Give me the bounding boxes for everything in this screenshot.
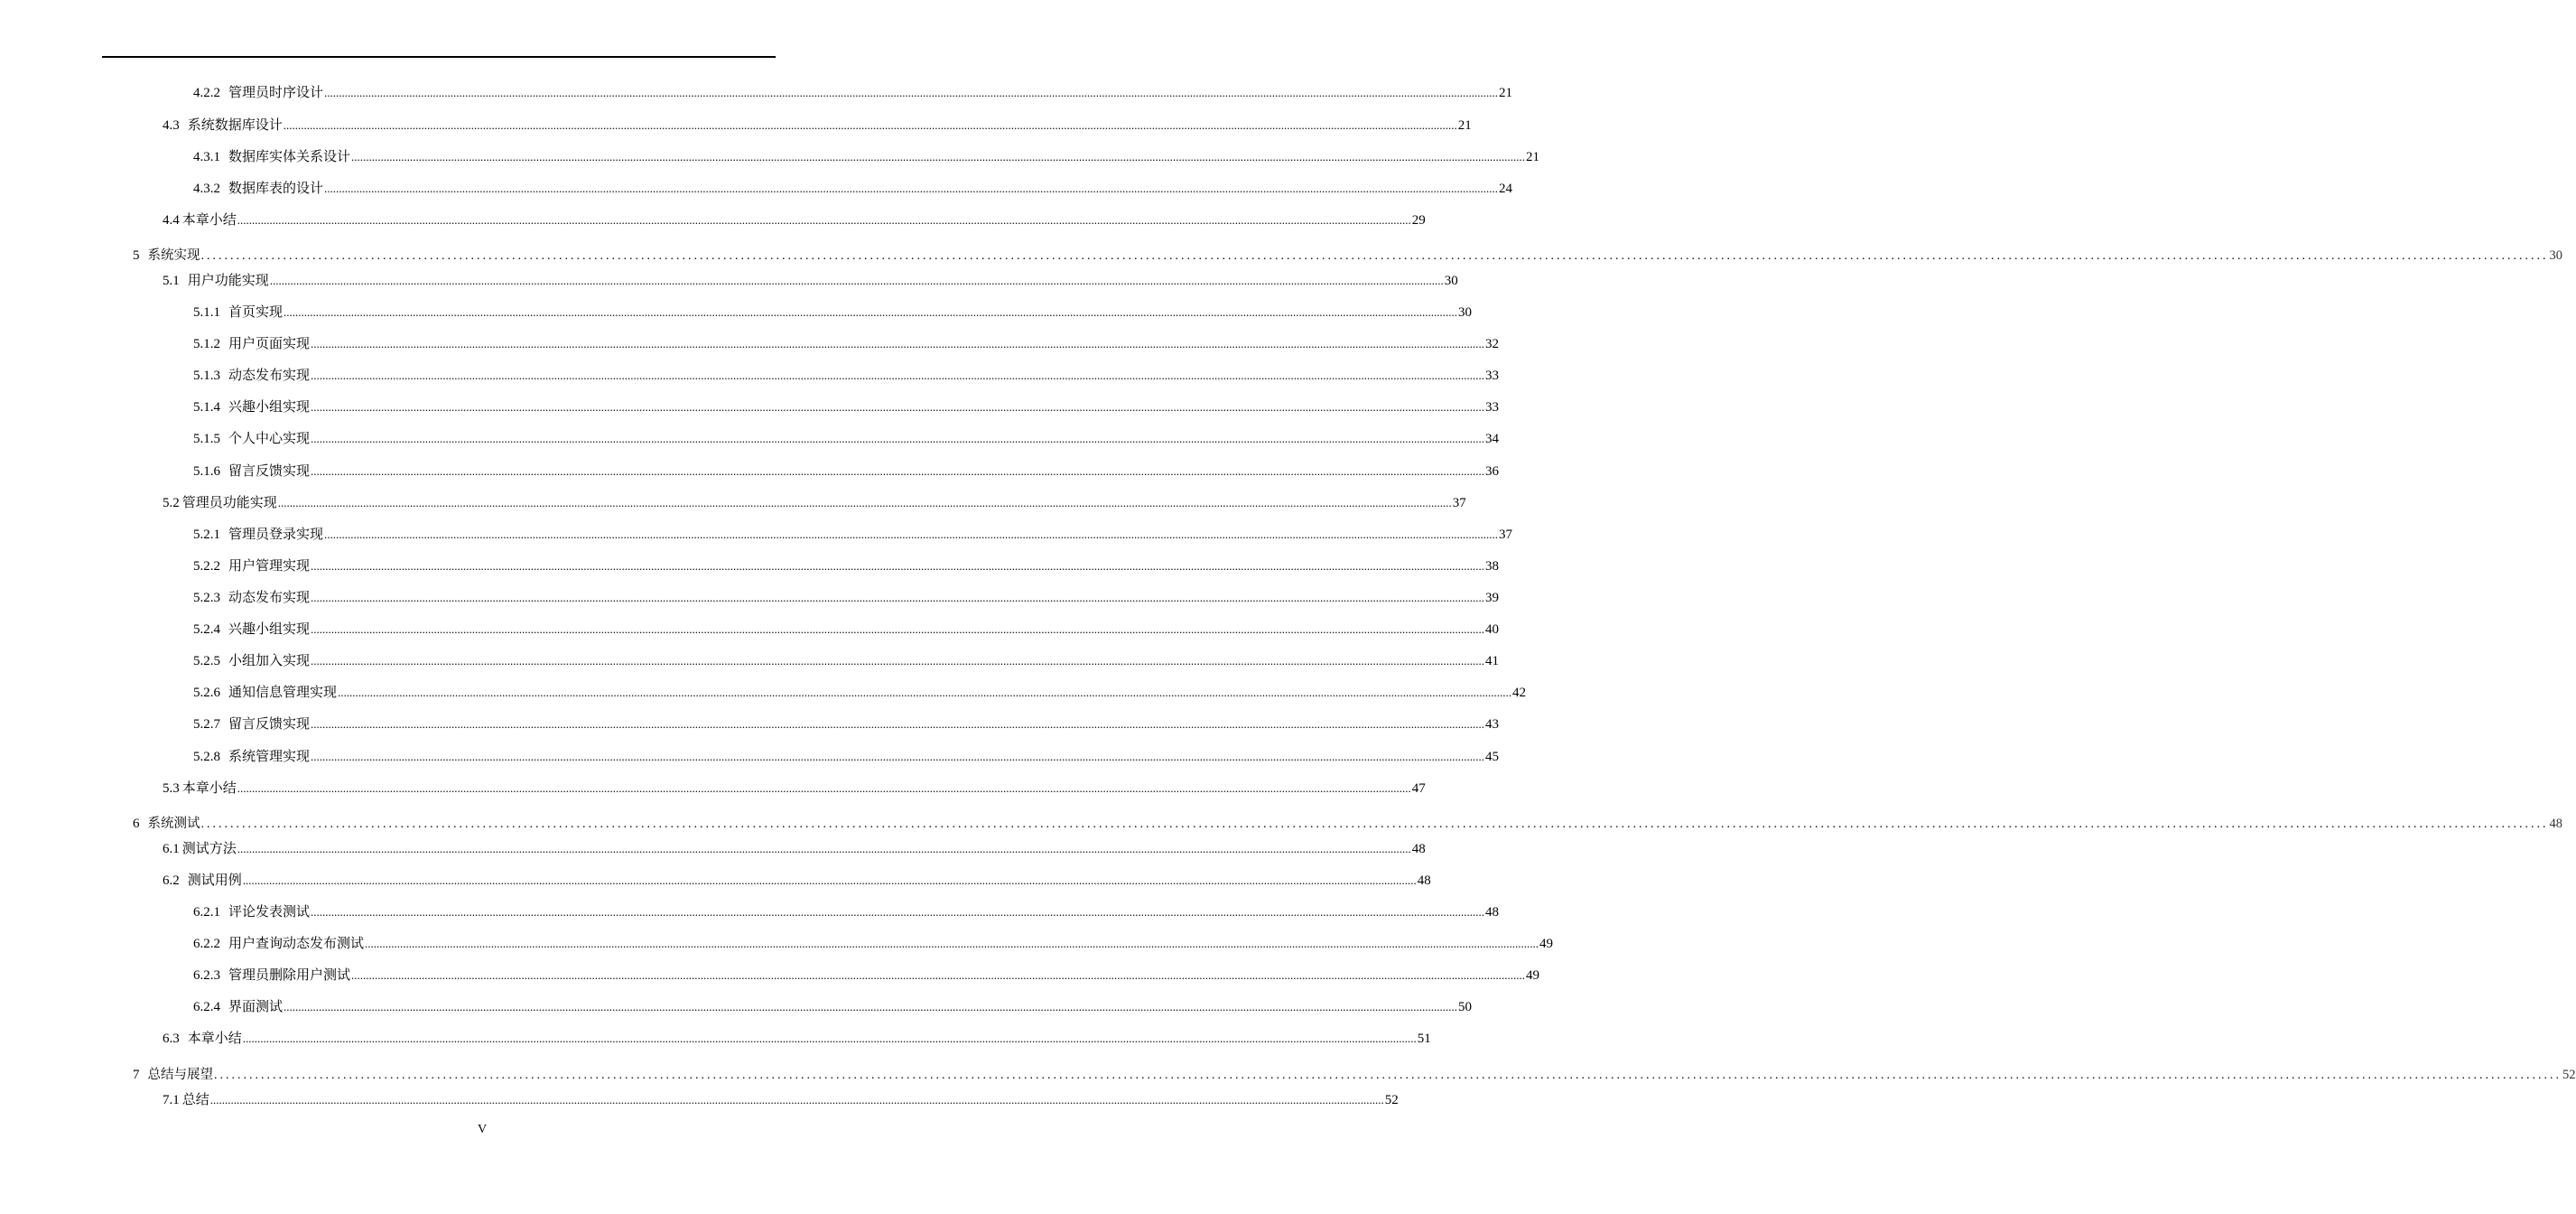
toc-entry[interactable] (163, 839, 1426, 859)
toc-leader-dots: ................................................................................................................................................................................................................................................................................................................................................................................................................ (311, 591, 1485, 604)
toc-entry-title: 兴趣小组实现 (228, 400, 311, 415)
toc-leader-dots: ................................................................................................................................................................................................................................................................................................................................................................................................................ (214, 1069, 2562, 1082)
toc-entry-page: 48 (1485, 905, 1500, 920)
toc-entry-page: 40 (1485, 622, 1500, 637)
toc-entry-page: 50 (1458, 1000, 1473, 1014)
toc-leader-dots: ................................................................................................................................................................................................................................................................................................................................................................................................................ (311, 717, 1485, 731)
toc-entry-page: 52 (1384, 1093, 1399, 1107)
toc-leader-dots: ................................................................................................................................................................................................................................................................................................................................................................................................................ (311, 337, 1485, 350)
toc-entry-title: 本章小结 (181, 213, 237, 228)
toc-entry[interactable] (193, 714, 1500, 734)
toc-entry[interactable] (193, 462, 1500, 481)
toc-leader-dots: ................................................................................................................................................................................................................................................................................................................................................................................................................ (311, 369, 1485, 382)
toc-entry-page: 37 (1499, 528, 1513, 542)
toc-entry-number: 6 (133, 817, 140, 831)
toc-entry[interactable] (193, 997, 1473, 1017)
toc-entry-title: 用户查询动态发布测试 (228, 937, 365, 951)
toc-entry-page: 29 (1411, 213, 1426, 228)
toc-entry[interactable] (193, 83, 1513, 103)
toc-leader-dots: ................................................................................................................................................................................................................................................................................................................................................................................................................ (277, 496, 1452, 509)
toc-entry-page: 39 (1485, 591, 1500, 605)
toc-entry-page: 34 (1485, 432, 1500, 446)
toc-entry[interactable] (193, 620, 1500, 640)
toc-entry-page: 30 (2549, 248, 2562, 263)
toc-entry[interactable] (193, 366, 1500, 386)
toc-entry-number: 5.2 (163, 496, 180, 510)
toc-entry-number: 5.1.3 (193, 369, 220, 383)
toc-leader-dots: ................................................................................................................................................................................................................................................................................................................................................................................................................ (324, 182, 1499, 195)
toc-leader-dots: ................................................................................................................................................................................................................................................................................................................................................................................................................ (351, 968, 1526, 982)
toc-entry[interactable] (193, 397, 1500, 417)
toc-entry[interactable] (163, 1090, 1399, 1110)
toc-entry-number: 4.3.1 (193, 150, 220, 164)
toc-entry-page: 36 (1485, 464, 1500, 479)
toc-entry-number: 4.3 (163, 118, 180, 133)
toc-leader-dots: ................................................................................................................................................................................................................................................................................................................................................................................................................ (311, 622, 1485, 636)
toc-entry-title: 管理员时序设计 (228, 86, 324, 100)
toc-leader-dots: ................................................................................................................................................................................................................................................................................................................................................................................................................ (351, 150, 1526, 163)
toc-entry-title: 界面测试 (228, 1000, 284, 1014)
toc-entry-page: 49 (1526, 968, 1540, 983)
toc-entry-title: 本章小结 (181, 781, 237, 796)
toc-leader-dots: ................................................................................................................................................................................................................................................................................................................................................................................................................ (209, 1093, 1384, 1107)
toc-entry[interactable] (193, 902, 1500, 922)
toc-entry-title: 用户页面实现 (228, 337, 311, 351)
toc-entry-number: 5.2.7 (193, 717, 220, 732)
toc-entry-page: 43 (1485, 717, 1500, 732)
toc-entry-page: 21 (1457, 118, 1472, 133)
toc-entry[interactable] (163, 493, 1466, 513)
toc-entry-page: 48 (1411, 842, 1426, 856)
toc-entry-number: 4.3.2 (193, 182, 220, 196)
toc-entry[interactable] (193, 179, 1513, 199)
toc-leader-dots: ................................................................................................................................................................................................................................................................................................................................................................................................................ (311, 432, 1485, 445)
toc-entry-title: 测试用例 (187, 873, 242, 888)
toc-entry-title: 数据库实体关系设计 (228, 150, 351, 164)
toc-leader-dots: ................................................................................................................................................................................................................................................................................................................................................................................................................ (311, 464, 1485, 478)
toc-entry[interactable] (193, 934, 1554, 954)
toc-leader-dots: ................................................................................................................................................................................................................................................................................................................................................................................................................ (283, 118, 1457, 132)
toc-entry-title: 系统管理实现 (228, 750, 311, 764)
toc-entry-number: 6.2.4 (193, 1000, 220, 1014)
toc-entry-title: 管理员登录实现 (228, 528, 324, 542)
toc-entry-page: 21 (1526, 150, 1540, 164)
toc-entry-number: 5.1.1 (193, 305, 220, 320)
toc-entry-title: 测试方法 (181, 842, 237, 856)
toc-entry-title: 总结 (181, 1093, 209, 1107)
toc-entry-page: 32 (1485, 337, 1500, 351)
toc-entry-number: 7 (133, 1068, 140, 1082)
toc-entry[interactable] (133, 246, 2562, 266)
toc-entry[interactable] (193, 556, 1500, 576)
toc-entry-number: 5.2.1 (193, 528, 220, 542)
toc-entry[interactable] (193, 429, 1500, 449)
toc-entry-title: 留言反馈实现 (228, 464, 311, 479)
toc-leader-dots: ................................................................................................................................................................................................................................................................................................................................................................................................................ (311, 400, 1485, 414)
toc-entry-number: 4.2.2 (193, 86, 220, 100)
toc-entry[interactable] (163, 271, 1458, 291)
toc-entry-page: 24 (1499, 182, 1513, 196)
toc-entry-title: 留言反馈实现 (228, 717, 311, 732)
toc-entry[interactable] (193, 651, 1500, 671)
toc-entry-page: 42 (1512, 686, 1527, 700)
toc-leader-dots: ................................................................................................................................................................................................................................................................................................................................................................................................................ (242, 873, 1417, 887)
toc-entry[interactable] (193, 747, 1500, 767)
toc-entry-page: 41 (1485, 654, 1500, 668)
toc-leader-dots: ................................................................................................................................................................................................................................................................................................................................................................................................................ (269, 274, 1444, 287)
toc-leader-dots: ................................................................................................................................................................................................................................................................................................................................................................................................................ (200, 817, 2549, 831)
toc-entry-title: 系统数据库设计 (187, 118, 283, 133)
toc-leader-dots: ................................................................................................................................................................................................................................................................................................................................................................................................................ (237, 213, 1411, 227)
toc-leader-dots: ................................................................................................................................................................................................................................................................................................................................................................................................................ (284, 1000, 1458, 1013)
toc-entry-title: 管理员功能实现 (181, 496, 277, 510)
toc-leader-dots: ................................................................................................................................................................................................................................................................................................................................................................................................................ (311, 905, 1485, 919)
toc-entry-number: 5.2.8 (193, 750, 220, 764)
toc-entry[interactable] (133, 814, 2562, 834)
toc-entry[interactable] (163, 116, 1472, 135)
toc-entry-number: 5.2.4 (193, 622, 220, 637)
toc-leader-dots: ................................................................................................................................................................................................................................................................................................................................................................................................................ (324, 528, 1499, 541)
toc-entry-title: 数据库表的设计 (228, 182, 324, 196)
toc-entry[interactable] (193, 303, 1473, 322)
toc-entry-number: 5.2.6 (193, 686, 220, 700)
toc-leader-dots: ................................................................................................................................................................................................................................................................................................................................................................................................................ (200, 249, 2549, 263)
toc-entry-title: 系统实现 (147, 248, 200, 263)
toc-entry-title: 用户管理实现 (228, 559, 311, 574)
page-number: V (477, 1123, 488, 1136)
toc-entry-page: 48 (2549, 817, 2562, 831)
toc-entry-page: 51 (1417, 1032, 1431, 1046)
toc-entry-page: 33 (1485, 369, 1500, 383)
toc-leader-dots: ................................................................................................................................................................................................................................................................................................................................................................................................................ (284, 305, 1458, 319)
toc-entry[interactable] (163, 779, 1426, 798)
toc-entry-title: 评论发表测试 (228, 905, 311, 920)
toc-entry-title: 兴趣小组实现 (228, 622, 311, 637)
toc-entry-number: 6.1 (163, 842, 180, 856)
toc-entry-page: 45 (1485, 750, 1500, 764)
toc-entry[interactable] (163, 1029, 1431, 1049)
toc-entry-number: 5.1.2 (193, 337, 220, 351)
toc-entry-number: 5.3 (163, 781, 180, 796)
toc-entry-title: 小组加入实现 (228, 654, 311, 668)
toc-entry-title: 总结与展望 (147, 1068, 213, 1082)
toc-leader-dots: ................................................................................................................................................................................................................................................................................................................................................................................................................ (237, 781, 1411, 795)
toc-entry-number: 5.1.6 (193, 464, 220, 479)
toc-entry-page: 49 (1539, 937, 1554, 951)
toc-entry[interactable] (193, 334, 1500, 354)
toc-entry-title: 动态发布实现 (228, 591, 311, 605)
toc-entry[interactable] (193, 966, 1540, 985)
toc-leader-dots: ................................................................................................................................................................................................................................................................................................................................................................................................................ (311, 750, 1485, 763)
toc-entry-page: 48 (1417, 873, 1431, 888)
toc-entry[interactable] (193, 683, 1527, 703)
toc-entry-title: 本章小结 (187, 1032, 242, 1046)
toc-entry-page: 21 (1499, 86, 1513, 100)
toc-entry-title: 管理员删除用户测试 (228, 968, 351, 983)
toc-entry-number: 7.1 (163, 1093, 180, 1107)
toc-entry-title: 个人中心实现 (228, 432, 311, 446)
toc-entry-number: 5.1 (163, 274, 180, 288)
toc-entry-page: 38 (1485, 559, 1500, 574)
toc-entry-page: 30 (1458, 305, 1473, 320)
toc-entry-title: 动态发布实现 (228, 369, 311, 383)
toc-entry-title: 用户功能实现 (187, 274, 269, 288)
toc-entry-number: 5.2.2 (193, 559, 220, 574)
toc-entry[interactable] (193, 147, 1540, 167)
toc-entry[interactable] (193, 588, 1500, 608)
toc-entry-title: 首页实现 (228, 305, 284, 320)
toc-entry-number: 6.2.1 (193, 905, 220, 920)
toc-leader-dots: ................................................................................................................................................................................................................................................................................................................................................................................................................ (324, 86, 1499, 99)
toc-entry-number: 6.3 (163, 1032, 180, 1046)
toc-entry-number: 5.1.5 (193, 432, 220, 446)
toc-entry-number: 6.2.2 (193, 937, 220, 951)
toc-leader-dots: ................................................................................................................................................................................................................................................................................................................................................................................................................ (311, 559, 1485, 573)
toc-entry-number: 4.4 (163, 213, 180, 228)
toc-entry-title: 通知信息管理实现 (228, 686, 338, 700)
toc-entry-number: 5.1.4 (193, 400, 220, 415)
toc-entry-page: 33 (1485, 400, 1500, 415)
toc-entry-number: 5 (133, 248, 140, 263)
toc-entry-number: 5.2.5 (193, 654, 220, 668)
toc-leader-dots: ................................................................................................................................................................................................................................................................................................................................................................................................................ (311, 654, 1485, 668)
toc-entry-page: 37 (1452, 496, 1466, 510)
toc-entry[interactable] (193, 525, 1513, 545)
toc-entry-number: 6.2.3 (193, 968, 220, 983)
toc-entry-page: 47 (1411, 781, 1426, 796)
toc-entry[interactable] (133, 1065, 2576, 1085)
toc-entry-title: 系统测试 (147, 817, 200, 831)
toc-leader-dots: ................................................................................................................................................................................................................................................................................................................................................................................................................ (365, 937, 1539, 950)
toc-entry-page: 30 (1444, 274, 1458, 288)
toc-entry[interactable] (163, 210, 1426, 230)
toc-entry-number: 6.2 (163, 873, 180, 888)
toc-leader-dots: ................................................................................................................................................................................................................................................................................................................................................................................................................ (242, 1032, 1417, 1045)
toc-entry-number: 5.2.3 (193, 591, 220, 605)
toc-entry[interactable] (163, 871, 1431, 891)
toc-entry-page: 52 (2562, 1068, 2576, 1082)
toc-leader-dots: ................................................................................................................................................................................................................................................................................................................................................................................................................ (338, 686, 1512, 699)
toc-leader-dots: ................................................................................................................................................................................................................................................................................................................................................................................................................ (237, 842, 1411, 855)
